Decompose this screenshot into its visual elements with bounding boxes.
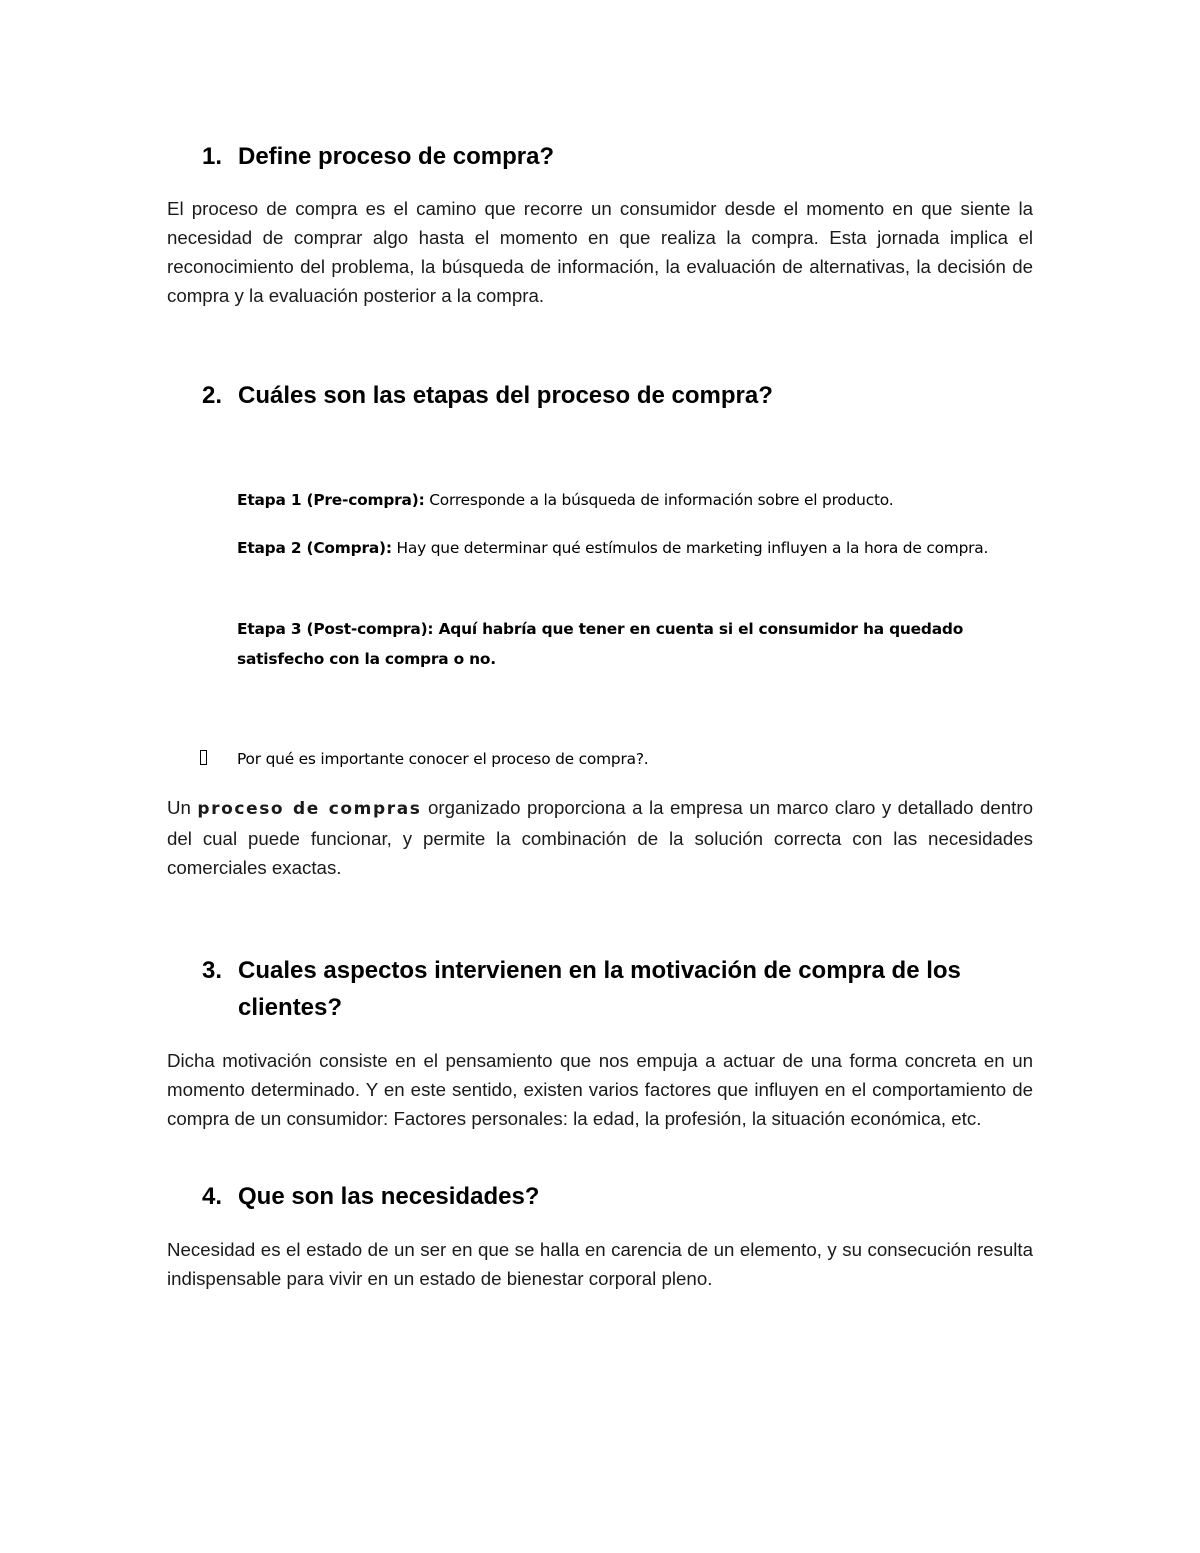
question-1-heading	[202, 138, 1042, 175]
question-3-number: 3.	[202, 957, 223, 984]
question-4-title: Que son las necesidades?	[238, 1183, 540, 1210]
etapa-1-text: Corresponde a la búsqueda de información sobre el producto.	[424, 491, 894, 509]
question-4-answer: Necesidad es el estado de un ser en que se halla en carencia de un elemento, y su consecución resulta indispensable para vivir en un estado de bienestar corporal pleno.	[167, 1239, 1033, 1289]
bullet-answer-rest: organizado proporciona a la empresa un marco claro y detallado dentro del cual puede funcionar, y permite la combinación de la solución correcta con las necesidades comerciales exactas.	[167, 797, 1033, 878]
etapa-2-label: Etapa 2 (Compra):	[237, 539, 392, 557]
question-3-heading	[202, 952, 1032, 1026]
question-1-answer: El proceso de compra es el camino que recorre un consumidor desde el momento en que siente la necesidad de comprar algo hasta el momento en que realiza la compra. Esta jornada implica el reconocimiento del problema, la búsqueda de información, la evaluación de alternativas, la decisión de compra y la evaluación posterior a la compra.	[167, 198, 1033, 306]
etapa-3-text: Aquí habría que tener en cuenta si el consumidor ha quedado satisfecho con la compra o no.	[237, 620, 964, 668]
bullet-answer-bold: proceso de compras	[197, 799, 422, 819]
question-2-number: 2.	[202, 382, 223, 409]
bullet-answer-prefix: Un	[167, 797, 198, 818]
bullet-answer	[167, 793, 1033, 882]
question-4-heading	[202, 1178, 1042, 1215]
question-2-heading	[202, 377, 1042, 414]
bullet-question-text: Por qué es importante conocer el proceso de compra?.	[237, 750, 649, 768]
question-1-number: 1.	[202, 143, 223, 170]
etapa-1	[237, 485, 1027, 515]
bullet-box-icon	[200, 750, 207, 765]
question-2-title: Cuáles son las etapas del proceso de compra?	[238, 382, 773, 409]
bullet-question	[200, 744, 1000, 774]
etapa-3-label: Etapa 3 (Post-compra):	[237, 620, 434, 638]
etapa-3	[237, 614, 1027, 674]
question-4-number: 4.	[202, 1183, 223, 1210]
question-1-title: Define proceso de compra?	[238, 143, 555, 170]
etapa-1-label: Etapa 1 (Pre-compra):	[237, 491, 425, 509]
etapa-2-text: Hay que determinar qué estímulos de marketing influyen a la hora de compra.	[391, 539, 989, 557]
etapa-2	[237, 533, 1027, 563]
question-3-answer: Dicha motivación consiste en el pensamiento que nos empuja a actuar de una forma concreta en un momento determinado. Y en este sentido, existen varios factores que influyen en el comportamiento de compra de un consumidor: Factores personales: la edad, la profesión, la situación económica, etc.	[167, 1050, 1033, 1129]
question-3-title: Cuales aspectos intervienen en la motivación de compra de los clientes?	[238, 957, 961, 1021]
